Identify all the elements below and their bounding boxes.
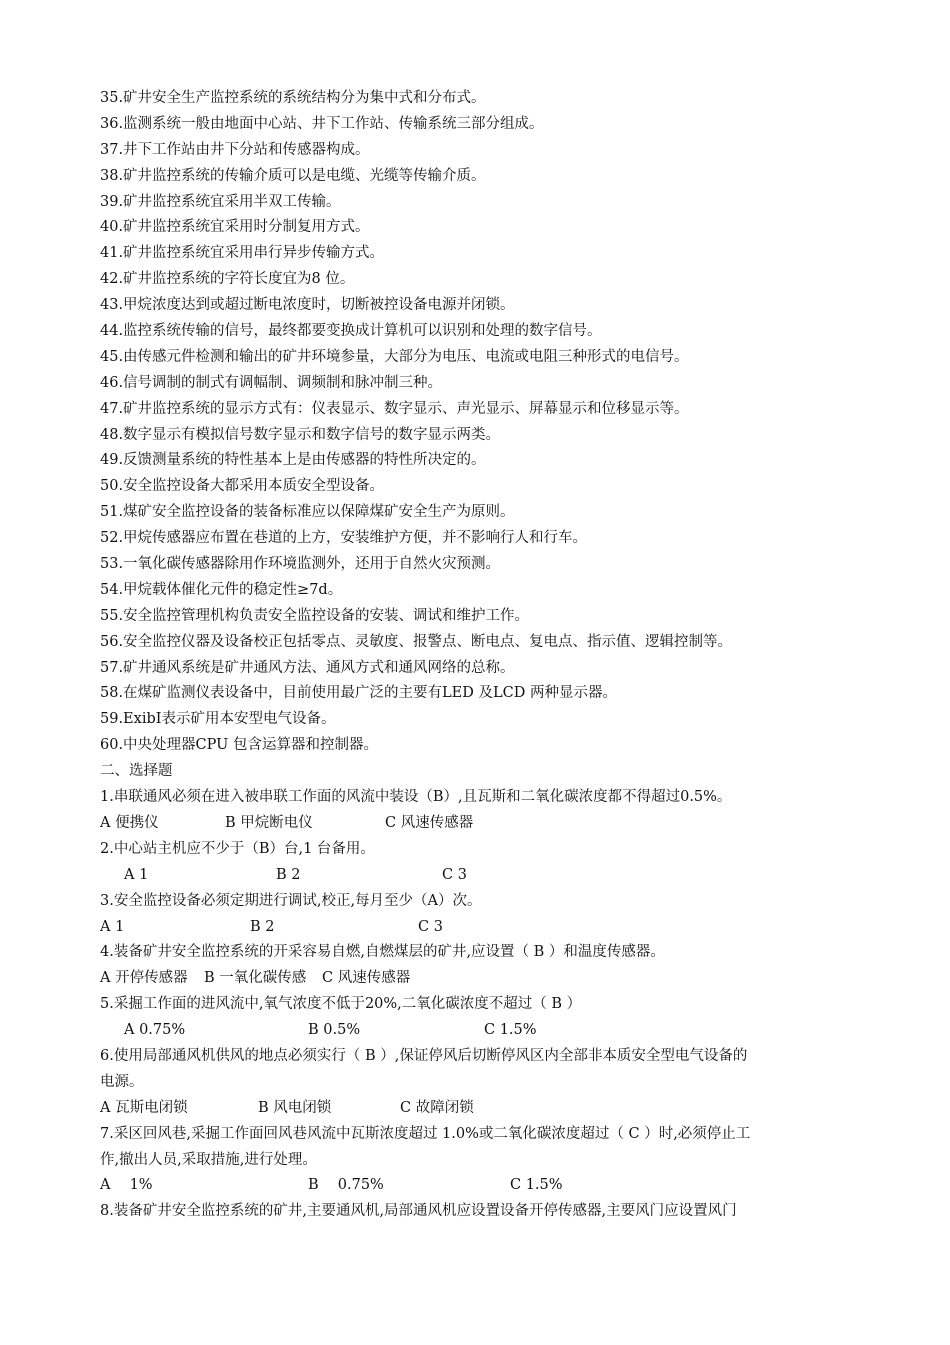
statement-42: 42.矿井监控系统的字符长度宜为8 位。 — [100, 271, 355, 288]
question-4 — [100, 940, 870, 992]
question-6 — [100, 1044, 870, 1122]
statement-37: 37.井下工作站由井下分站和传感器构成。 — [100, 141, 370, 158]
option-a: A 1 — [100, 918, 125, 935]
question-options — [100, 915, 870, 941]
option-b: B 一氧化碳传感 — [204, 970, 307, 987]
question-text: 2.中心站主机应不少于（B）台,1 台备用。 — [100, 840, 375, 857]
statement-41: 41.矿井监控系统宜采用串行异步传输方式。 — [100, 245, 385, 262]
option-a: A 便携仪 — [100, 814, 159, 831]
question-options — [100, 1173, 870, 1199]
question-text-continued: 电源。 — [100, 1073, 144, 1090]
statement-60: 60.中央处理器CPU 包含运算器和控制器。 — [100, 737, 378, 754]
option-a: A 1% — [100, 1177, 153, 1194]
question-text: 1.串联通风必须在进入被串联工作面的风流中装设（B）,且瓦斯和二氧化碳浓度都不得超过0.5%。 — [100, 789, 732, 806]
question-text: 4.装备矿井安全监控系统的开采容易自燃,自燃煤层的矿井,应设置（ B ）和温度传感器。 — [100, 944, 665, 961]
option-c: C 3 — [442, 866, 467, 883]
statement-39: 39.矿井监控系统宜采用半双工传输。 — [100, 193, 341, 210]
statement-59: 59.ExibⅠ表示矿用本安型电气设备。 — [100, 711, 336, 728]
option-b: B 甲烷断电仪 — [225, 814, 313, 831]
question-1 — [100, 785, 870, 837]
option-b: B 风电闭锁 — [258, 1099, 332, 1116]
question-options — [100, 863, 870, 889]
document-content — [100, 86, 870, 1225]
statement-40: 40.矿井监控系统宜采用时分制复用方式。 — [100, 219, 370, 236]
question-8 — [100, 1199, 870, 1225]
statement-44: 44.监控系统传输的信号，最终都要变换成计算机可以识别和处理的数字信号。 — [100, 323, 602, 340]
question-text-continued: 作,撤出人员,采取措施,进行处理。 — [100, 1151, 317, 1168]
option-c: C 1.5% — [484, 1022, 537, 1039]
question-options — [100, 1096, 870, 1122]
statement-57: 57.矿井通风系统是矿井通风方法、通风方式和通风网络的总称。 — [100, 659, 515, 676]
statement-54: 54.甲烷载体催化元件的稳定性≥7d。 — [100, 581, 343, 598]
section-heading-multiple-choice: 二、选择题 — [100, 763, 173, 780]
option-b: B 2 — [276, 866, 301, 883]
question-options — [100, 811, 870, 837]
option-b: B 0.75% — [308, 1177, 384, 1194]
statement-56: 56.安全监控仪器及设备校正包括零点、灵敏度、报警点、断电点、复电点、指示值、逻辑控制等。 — [100, 633, 733, 650]
option-c: C 1.5% — [510, 1177, 563, 1194]
option-c: C 故障闭锁 — [400, 1099, 474, 1116]
question-7 — [100, 1122, 870, 1200]
statement-53: 53.一氧化碳传感器除用作环境监测外，还用于自然火灾预测。 — [100, 556, 501, 573]
statement-46: 46.信号调制的制式有调幅制、调频制和脉冲制三种。 — [100, 374, 443, 391]
statement-58: 58.在煤矿监测仪表设备中，目前使用最广泛的主要有LED 及LCD 两种显示器。 — [100, 685, 617, 702]
question-text: 5.采掘工作面的进风流中,氧气浓度不低于20%,二氧化碳浓度不超过（ B ） — [100, 996, 582, 1013]
statement-48: 48.数字显示有模拟信号数字显示和数字信号的数字显示两类。 — [100, 426, 501, 443]
statement-49: 49.反馈测量系统的特性基本上是由传感器的特性所决定的。 — [100, 452, 486, 469]
option-a: A 1 — [124, 866, 149, 883]
statement-36: 36.监测系统一般由地面中心站、井下工作站、传输系统三部分组成。 — [100, 115, 544, 132]
question-options — [100, 966, 870, 992]
option-c: C 风速传感器 — [322, 970, 411, 987]
question-text: 7.采区回风巷,采掘工作面回风巷风流中瓦斯浓度超过 1.0%或二氧化碳浓度超过（ C ）时,必须停止工 — [100, 1125, 751, 1142]
question-text: 6.使用局部通风机供风的地点必须实行（ B ）,保证停风后切断停风区内全部非本质安全型电气设备的 — [100, 1047, 748, 1064]
multiple-choice-questions — [100, 785, 870, 1225]
option-a: A 瓦斯电闭锁 — [100, 1099, 188, 1116]
option-b: B 0.5% — [308, 1022, 361, 1039]
statement-35: 35.矿井安全生产监控系统的系统结构分为集中式和分布式。 — [100, 90, 486, 106]
question-options — [100, 1018, 870, 1044]
option-a: A 0.75% — [124, 1022, 186, 1039]
statement-45: 45.由传感元件检测和输出的矿井环境参量，大部分为电压、电流或电阻三种形式的电信号。 — [100, 348, 689, 365]
option-a: A 开停传感器 — [100, 970, 188, 987]
question-text: 3.安全监控设备必须定期进行调试,校正,每月至少（A）次。 — [100, 892, 482, 909]
statement-50: 50.安全监控设备大都采用本质安全型设备。 — [100, 478, 385, 495]
option-c: C 风速传感器 — [385, 814, 474, 831]
statement-38: 38.矿井监控系统的传输介质可以是电缆、光缆等传输介质。 — [100, 167, 486, 184]
option-b: B 2 — [250, 918, 275, 935]
statement-55: 55.安全监控管理机构负责安全监控设备的安装、调试和维护工作。 — [100, 607, 530, 624]
question-text: 8.装备矿井安全监控系统的矿井,主要通风机,局部通风机应设置设备开停传感器,主要风门应设置风门 — [100, 1203, 737, 1220]
question-5 — [100, 992, 870, 1044]
question-3 — [100, 889, 870, 941]
statement-47: 47.矿井监控系统的显示方式有：仪表显示、数字显示、声光显示、屏幕显示和位移显示等。 — [100, 400, 689, 417]
option-c: C 3 — [418, 918, 443, 935]
statement-43: 43.甲烷浓度达到或超过断电浓度时，切断被控设备电源并闭锁。 — [100, 297, 515, 314]
statement-51: 51.煤矿安全监控设备的装备标准应以保障煤矿安全生产为原则。 — [100, 504, 515, 521]
question-2 — [100, 837, 870, 889]
statement-52: 52.甲烷传感器应布置在巷道的上方，安装维护方便，并不影响行人和行车。 — [100, 530, 588, 547]
true-false-statements — [100, 86, 870, 759]
